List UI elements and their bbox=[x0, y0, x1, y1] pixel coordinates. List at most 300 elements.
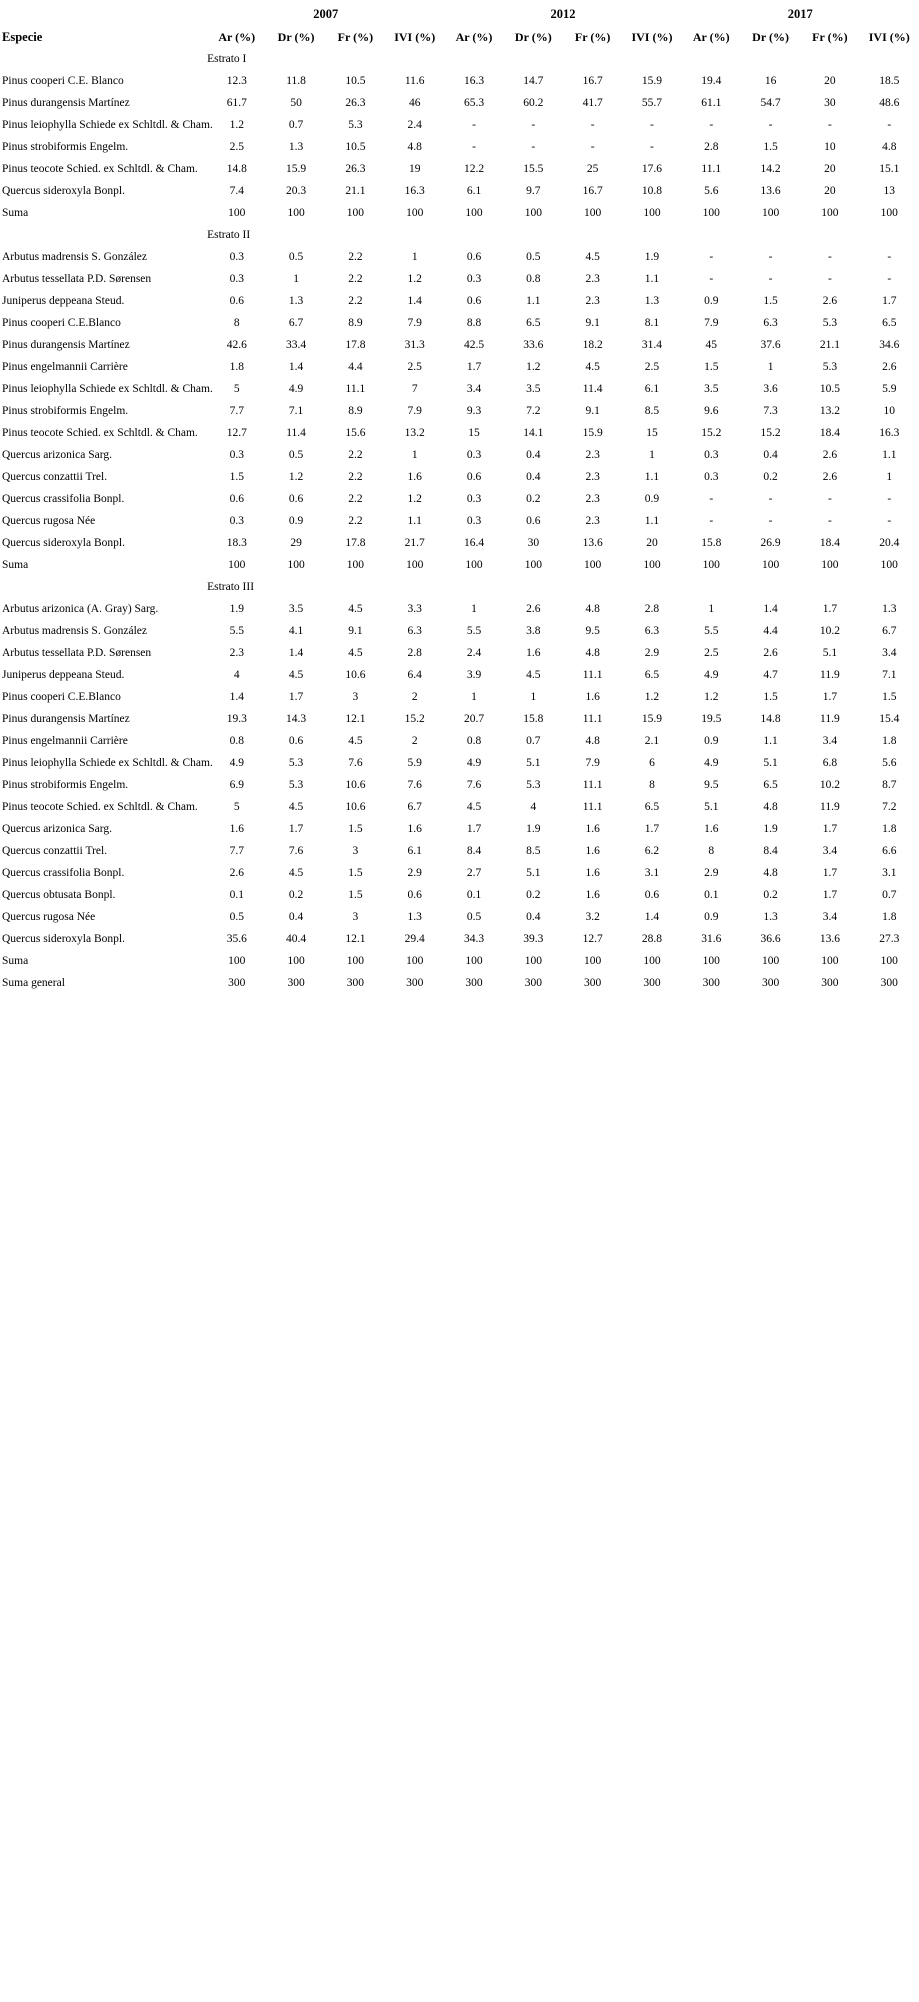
value-cell: 6.3 bbox=[763, 317, 778, 329]
value-cell: 18.5 bbox=[879, 75, 900, 87]
value-cell: 15.4 bbox=[879, 713, 900, 725]
value-cell: 5.6 bbox=[882, 757, 897, 769]
value-cell: 100 bbox=[524, 207, 542, 219]
value-cell: 61.7 bbox=[226, 97, 247, 109]
value-cell: 1.6 bbox=[585, 867, 600, 879]
value-cell: 16.4 bbox=[463, 537, 485, 549]
value-cell: 3.5 bbox=[288, 603, 304, 615]
value-cell: 13 bbox=[883, 185, 896, 197]
value-cell: 2.3 bbox=[585, 295, 600, 307]
species-name: Quercus conzattii Trel. bbox=[2, 471, 108, 483]
value-cell: 2.3 bbox=[585, 449, 600, 461]
value-cell: 1.7 bbox=[822, 823, 838, 835]
table-row bbox=[0, 400, 919, 422]
column-header-ivi-2007: IVI (%) bbox=[394, 30, 436, 44]
value-cell: 15.2 bbox=[760, 427, 781, 439]
value-cell: 100 bbox=[821, 207, 839, 219]
stratum-label: Estrato II bbox=[207, 229, 251, 241]
value-cell: 100 bbox=[702, 955, 720, 967]
table-row bbox=[0, 466, 919, 488]
value-cell: 41.7 bbox=[582, 97, 603, 109]
species-name: Quercus sideroxyla Bonpl. bbox=[2, 933, 125, 945]
value-cell: 0.3 bbox=[704, 449, 719, 461]
value-cell: 1.9 bbox=[526, 823, 541, 835]
value-cell: 0.8 bbox=[526, 273, 541, 285]
stratum-row-spacer bbox=[0, 576, 207, 598]
value-cell: - bbox=[531, 141, 536, 153]
value-cell: - bbox=[827, 515, 832, 527]
value-cell: 7.1 bbox=[288, 405, 304, 417]
value-cell: 8.9 bbox=[348, 405, 363, 417]
species-name: Pinus engelmannii Carrière bbox=[2, 361, 128, 373]
value-cell: 6.3 bbox=[407, 625, 422, 637]
table-row bbox=[0, 114, 919, 136]
value-cell: 21.1 bbox=[819, 339, 840, 351]
value-cell: 1.7 bbox=[288, 691, 304, 703]
grand-total-value: 300 bbox=[287, 977, 305, 989]
value-cell: 2.3 bbox=[229, 647, 244, 659]
value-cell: 20 bbox=[824, 163, 836, 175]
value-cell: 4.1 bbox=[288, 625, 304, 637]
species-name: Quercus arizonica Sarg. bbox=[2, 449, 112, 461]
value-cell: 5.1 bbox=[526, 757, 541, 769]
value-cell: 55.7 bbox=[641, 97, 662, 109]
value-cell: 5 bbox=[233, 383, 240, 395]
value-cell: 2.2 bbox=[348, 471, 363, 483]
value-cell: 1 bbox=[471, 603, 477, 615]
value-cell: 4.5 bbox=[348, 647, 363, 659]
species-name: Quercus conzattii Trel. bbox=[2, 845, 108, 857]
value-cell: 13.6 bbox=[760, 185, 781, 197]
species-name: Juniperus deppeana Steud. bbox=[2, 669, 125, 681]
value-cell: 10.2 bbox=[819, 625, 840, 637]
value-cell: 1.1 bbox=[407, 515, 422, 527]
value-cell: 11.1 bbox=[582, 713, 603, 725]
value-cell: 42.6 bbox=[226, 339, 247, 351]
species-name: Suma bbox=[2, 207, 29, 219]
species-name: Pinus strobiformis Engelm. bbox=[2, 405, 129, 417]
value-cell: 1 bbox=[411, 449, 418, 461]
value-cell: 9.1 bbox=[348, 625, 363, 637]
value-cell: 100 bbox=[880, 207, 898, 219]
value-cell: 29.4 bbox=[404, 933, 425, 945]
value-cell: 4.8 bbox=[882, 141, 897, 153]
species-name: Quercus arizonica Sarg. bbox=[2, 823, 112, 835]
value-cell: 0.3 bbox=[229, 515, 244, 527]
value-cell: 19 bbox=[408, 163, 421, 175]
value-cell: 12.1 bbox=[345, 933, 366, 945]
value-cell: 60.2 bbox=[523, 97, 544, 109]
value-cell: 2.5 bbox=[644, 361, 660, 373]
value-cell: 3.4 bbox=[822, 845, 838, 857]
stratum-label: Estrato I bbox=[207, 53, 247, 65]
value-cell: 17.8 bbox=[345, 537, 366, 549]
species-name: Pinus cooperi C.E.Blanco bbox=[2, 691, 121, 703]
value-cell: 0.3 bbox=[229, 449, 244, 461]
value-cell: 61.1 bbox=[701, 97, 722, 109]
value-cell: 10 bbox=[824, 141, 836, 153]
table-row bbox=[0, 70, 919, 92]
column-header-species: Especie bbox=[2, 30, 43, 44]
value-cell: 9.5 bbox=[585, 625, 600, 637]
value-cell: 1.3 bbox=[407, 911, 422, 923]
value-cell: 0.1 bbox=[466, 889, 482, 901]
value-cell: 5.3 bbox=[288, 757, 304, 769]
value-cell: 14.2 bbox=[760, 163, 781, 175]
value-cell: 100 bbox=[346, 955, 364, 967]
value-cell: 15.2 bbox=[701, 427, 722, 439]
value-cell: 8.4 bbox=[466, 845, 482, 857]
value-cell: 2.2 bbox=[348, 493, 363, 505]
value-cell: - bbox=[768, 119, 773, 131]
grand-total-value: 300 bbox=[406, 977, 424, 989]
value-cell: 6.6 bbox=[882, 845, 897, 857]
value-cell: 1.2 bbox=[526, 361, 541, 373]
value-cell: 2.2 bbox=[348, 295, 363, 307]
grand-total-label: Suma general bbox=[2, 977, 65, 989]
value-cell: 0.3 bbox=[466, 449, 482, 461]
value-cell: 0.6 bbox=[466, 295, 482, 307]
value-cell: 3.1 bbox=[644, 867, 660, 879]
species-name: Suma bbox=[2, 955, 29, 967]
value-cell: 7.6 bbox=[407, 779, 422, 791]
value-cell: 3.3 bbox=[407, 603, 422, 615]
grand-total-value: 300 bbox=[465, 977, 483, 989]
value-cell: 2.9 bbox=[644, 647, 660, 659]
value-cell: 2.2 bbox=[348, 515, 363, 527]
value-cell: - bbox=[768, 251, 773, 263]
value-cell: 0.6 bbox=[526, 515, 541, 527]
value-cell: - bbox=[887, 273, 892, 285]
value-cell: 6.1 bbox=[644, 383, 660, 395]
value-cell: 6.5 bbox=[882, 317, 897, 329]
value-cell: 1.5 bbox=[882, 691, 897, 703]
value-cell: 8.9 bbox=[348, 317, 363, 329]
value-cell: 2.5 bbox=[229, 141, 244, 153]
table-row bbox=[0, 796, 919, 818]
value-cell: 100 bbox=[584, 559, 602, 571]
species-name: Arbutus tessellata P.D. Sørensen bbox=[2, 647, 152, 659]
value-cell: 5.3 bbox=[288, 779, 304, 791]
value-cell: 1.6 bbox=[229, 823, 244, 835]
value-cell: 21.1 bbox=[345, 185, 366, 197]
value-cell: 2.2 bbox=[348, 251, 363, 263]
value-cell: 2.1 bbox=[644, 735, 660, 747]
value-cell: 13.6 bbox=[582, 537, 603, 549]
value-cell: 3.4 bbox=[822, 911, 838, 923]
value-cell: 11.9 bbox=[820, 801, 840, 813]
value-cell: 26.3 bbox=[345, 163, 366, 175]
value-cell: 4.4 bbox=[763, 625, 778, 637]
grand-total-value: 300 bbox=[228, 977, 246, 989]
value-cell: - bbox=[887, 515, 892, 527]
value-cell: 0.6 bbox=[466, 471, 482, 483]
value-cell: 19.5 bbox=[701, 713, 722, 725]
species-name: Quercus obtusata Bonpl. bbox=[2, 889, 116, 901]
value-cell: 100 bbox=[228, 955, 246, 967]
stratum-header-row bbox=[0, 224, 919, 246]
value-cell: 0.1 bbox=[229, 889, 244, 901]
value-cell: 10.5 bbox=[345, 141, 366, 153]
value-cell: 11.8 bbox=[286, 75, 306, 87]
value-cell: 2.3 bbox=[585, 515, 600, 527]
value-cell: 100 bbox=[524, 955, 542, 967]
species-name: Pinus teocote Schied. ex Schltdl. & Cham. bbox=[2, 427, 198, 439]
value-cell: - bbox=[827, 251, 832, 263]
value-cell: 1.5 bbox=[229, 471, 244, 483]
value-cell: 1.8 bbox=[229, 361, 244, 373]
value-cell: 7.6 bbox=[466, 779, 482, 791]
value-cell: 8 bbox=[708, 845, 715, 857]
value-cell: 100 bbox=[584, 955, 602, 967]
value-cell: 8.4 bbox=[763, 845, 778, 857]
species-name: Pinus durangensis Martínez bbox=[2, 713, 130, 725]
value-cell: 65.3 bbox=[463, 97, 485, 109]
value-cell: 34.6 bbox=[879, 339, 900, 351]
value-cell: 19.4 bbox=[701, 75, 722, 87]
value-cell: 2.6 bbox=[822, 471, 838, 483]
value-cell: - bbox=[887, 493, 892, 505]
value-cell: 4.5 bbox=[348, 735, 363, 747]
value-cell: 20.7 bbox=[463, 713, 485, 725]
value-cell: 5.5 bbox=[229, 625, 244, 637]
value-cell: 16.3 bbox=[463, 75, 485, 87]
value-cell: 1 bbox=[886, 471, 893, 483]
value-cell: 1.4 bbox=[763, 603, 778, 615]
value-cell: 25 bbox=[586, 163, 599, 175]
value-cell: 5.3 bbox=[526, 779, 541, 791]
value-cell: 12.1 bbox=[345, 713, 366, 725]
stratum-header-row bbox=[0, 48, 919, 70]
value-cell: 2.9 bbox=[704, 867, 719, 879]
value-cell: 6.5 bbox=[644, 669, 660, 681]
value-cell: 0.9 bbox=[288, 515, 304, 527]
value-cell: 100 bbox=[287, 207, 305, 219]
column-header-dr-2007: Dr (%) bbox=[277, 30, 315, 44]
value-cell: 15.9 bbox=[286, 163, 307, 175]
value-cell: 1.7 bbox=[644, 823, 660, 835]
value-cell: 8.5 bbox=[526, 845, 541, 857]
value-cell: 45 bbox=[705, 339, 717, 351]
value-cell: 0.3 bbox=[229, 273, 244, 285]
value-cell: - bbox=[650, 141, 654, 153]
value-cell: 2.3 bbox=[585, 493, 600, 505]
value-cell: 2.4 bbox=[407, 119, 422, 131]
value-cell: 0.2 bbox=[526, 889, 541, 901]
species-name: Pinus leiophylla Schiede ex Schltdl. & Cham. bbox=[2, 383, 213, 395]
value-cell: 15.8 bbox=[701, 537, 722, 549]
value-cell: 14.8 bbox=[226, 163, 247, 175]
value-cell: 0.5 bbox=[526, 251, 541, 263]
table-row bbox=[0, 708, 919, 730]
value-cell: 18.3 bbox=[226, 537, 247, 549]
table-row bbox=[0, 840, 919, 862]
value-cell: 37.6 bbox=[760, 339, 781, 351]
column-header-fr-2007: Fr (%) bbox=[337, 30, 374, 44]
table-row-total bbox=[0, 554, 919, 576]
value-cell: 5.3 bbox=[822, 317, 838, 329]
value-cell: 1.7 bbox=[822, 867, 838, 879]
value-cell: 9.7 bbox=[526, 185, 541, 197]
value-cell: 4.8 bbox=[763, 867, 778, 879]
value-cell: 0.2 bbox=[526, 493, 541, 505]
value-cell: 4.9 bbox=[288, 383, 304, 395]
value-cell: - bbox=[650, 119, 654, 131]
column-header-fr-2017: Fr (%) bbox=[812, 30, 848, 44]
value-cell: 5.1 bbox=[763, 757, 778, 769]
table-row bbox=[0, 290, 919, 312]
table-row bbox=[0, 180, 919, 202]
value-cell: 0.6 bbox=[466, 251, 482, 263]
value-cell: 7.9 bbox=[704, 317, 719, 329]
value-cell: 1.7 bbox=[466, 823, 482, 835]
value-cell: 16 bbox=[764, 75, 777, 87]
value-cell: 0.6 bbox=[407, 889, 422, 901]
value-cell: 9.3 bbox=[466, 405, 482, 417]
species-name: Suma bbox=[2, 559, 29, 571]
value-cell: 30 bbox=[824, 97, 836, 109]
value-cell: 1 bbox=[530, 691, 537, 703]
value-cell: 3 bbox=[352, 911, 359, 923]
value-cell: 1.3 bbox=[763, 911, 778, 923]
value-cell: 4.8 bbox=[585, 647, 600, 659]
grand-total-value: 300 bbox=[524, 977, 542, 989]
value-cell: 100 bbox=[643, 207, 661, 219]
value-cell: 15.9 bbox=[582, 427, 603, 439]
table-row-grand-total bbox=[0, 972, 919, 994]
value-cell: 100 bbox=[761, 207, 780, 219]
value-cell: 0.2 bbox=[763, 471, 778, 483]
value-cell: 0.4 bbox=[763, 449, 778, 461]
value-cell: 10.6 bbox=[345, 801, 366, 813]
value-cell: - bbox=[827, 273, 832, 285]
value-cell: 5.5 bbox=[466, 625, 482, 637]
table-row bbox=[0, 928, 919, 950]
value-cell: 19.3 bbox=[226, 713, 247, 725]
value-cell: 2.7 bbox=[466, 867, 482, 879]
value-cell: 1.4 bbox=[407, 295, 422, 307]
value-cell: 100 bbox=[406, 559, 424, 571]
value-cell: 4.5 bbox=[585, 361, 600, 373]
value-cell: 1.7 bbox=[466, 361, 482, 373]
value-cell: 0.6 bbox=[288, 735, 304, 747]
table-row bbox=[0, 422, 919, 444]
value-cell: 15.9 bbox=[641, 75, 662, 87]
value-cell: 15.5 bbox=[523, 163, 544, 175]
species-name: Juniperus deppeana Steud. bbox=[2, 295, 125, 307]
value-cell: 4 bbox=[530, 801, 537, 813]
value-cell: - bbox=[768, 515, 773, 527]
value-cell: 34.3 bbox=[463, 933, 485, 945]
value-cell: 26.9 bbox=[760, 537, 781, 549]
value-cell: 7.6 bbox=[288, 845, 304, 857]
value-cell: 1.2 bbox=[704, 691, 719, 703]
value-cell: 33.4 bbox=[286, 339, 307, 351]
species-name: Arbutus tessellata P.D. Sørensen bbox=[2, 273, 152, 285]
value-cell: 16.7 bbox=[582, 185, 603, 197]
value-cell: 11.1 bbox=[582, 669, 603, 681]
value-cell: 0.6 bbox=[288, 493, 304, 505]
column-header-ivi-2012: IVI (%) bbox=[631, 30, 673, 44]
value-cell: 10.8 bbox=[641, 185, 662, 197]
value-cell: - bbox=[887, 119, 892, 131]
table-container bbox=[0, 0, 919, 994]
value-cell: 7.4 bbox=[229, 185, 244, 197]
value-cell: 100 bbox=[465, 559, 483, 571]
species-name: Pinus leiophylla Schiede ex Schltdl. & Cham. bbox=[2, 757, 213, 769]
value-cell: 100 bbox=[287, 559, 305, 571]
value-cell: 3.1 bbox=[882, 867, 897, 879]
value-cell: 4.8 bbox=[585, 603, 600, 615]
value-cell: 6 bbox=[649, 757, 655, 769]
value-cell: 1.2 bbox=[644, 691, 660, 703]
value-cell: 11.9 bbox=[820, 713, 840, 725]
value-cell: 16.3 bbox=[404, 185, 425, 197]
value-cell: 0.7 bbox=[882, 889, 897, 901]
value-cell: 2.2 bbox=[348, 449, 363, 461]
table-row bbox=[0, 642, 919, 664]
value-cell: 16.7 bbox=[582, 75, 603, 87]
value-cell: - bbox=[531, 119, 536, 131]
value-cell: 10.6 bbox=[345, 779, 366, 791]
value-cell: 11.9 bbox=[820, 669, 840, 681]
value-cell: 1.1 bbox=[644, 515, 660, 527]
value-cell: 0.9 bbox=[704, 735, 719, 747]
value-cell: 5.5 bbox=[704, 625, 719, 637]
value-cell: 1.4 bbox=[288, 647, 304, 659]
value-cell: 0.4 bbox=[526, 449, 541, 461]
value-cell: 40.4 bbox=[286, 933, 307, 945]
value-cell: - bbox=[709, 273, 714, 285]
value-cell: 1.4 bbox=[644, 911, 660, 923]
value-cell: 1.5 bbox=[348, 867, 363, 879]
species-name: Arbutus arizonica (A. Gray) Sarg. bbox=[2, 603, 159, 615]
table-row bbox=[0, 752, 919, 774]
value-cell: 100 bbox=[524, 559, 542, 571]
species-name: Quercus rugosa Née bbox=[2, 515, 96, 527]
value-cell: 16.3 bbox=[879, 427, 900, 439]
grand-total-value: 300 bbox=[643, 977, 661, 989]
grand-total-value: 300 bbox=[761, 977, 780, 989]
value-cell: 36.6 bbox=[760, 933, 781, 945]
value-cell: 2.3 bbox=[585, 471, 600, 483]
value-cell: 48.6 bbox=[879, 97, 900, 109]
value-cell: 8 bbox=[233, 317, 240, 329]
value-cell: 0.9 bbox=[644, 493, 660, 505]
value-cell: 7.2 bbox=[526, 405, 541, 417]
species-name: Pinus strobiformis Engelm. bbox=[2, 141, 129, 153]
value-cell: 15.6 bbox=[345, 427, 366, 439]
table-row bbox=[0, 378, 919, 400]
value-cell: 4.9 bbox=[229, 757, 244, 769]
value-cell: 5.6 bbox=[704, 185, 719, 197]
value-cell: 100 bbox=[406, 955, 424, 967]
table-row bbox=[0, 862, 919, 884]
grand-total-value: 300 bbox=[702, 977, 720, 989]
species-name: Quercus sideroxyla Bonpl. bbox=[2, 185, 125, 197]
table-row bbox=[0, 532, 919, 554]
value-cell: 1.1 bbox=[763, 735, 778, 747]
value-cell: 6.7 bbox=[882, 625, 897, 637]
column-header-ivi-2017: IVI (%) bbox=[868, 30, 910, 44]
column-header-fr-2012: Fr (%) bbox=[574, 30, 611, 44]
value-cell: 1.1 bbox=[882, 449, 897, 461]
value-cell: 0.3 bbox=[466, 493, 482, 505]
value-cell: 0.9 bbox=[704, 295, 719, 307]
value-cell: 26.3 bbox=[345, 97, 366, 109]
value-cell: 8.5 bbox=[644, 405, 660, 417]
value-cell: 0.5 bbox=[229, 911, 244, 923]
